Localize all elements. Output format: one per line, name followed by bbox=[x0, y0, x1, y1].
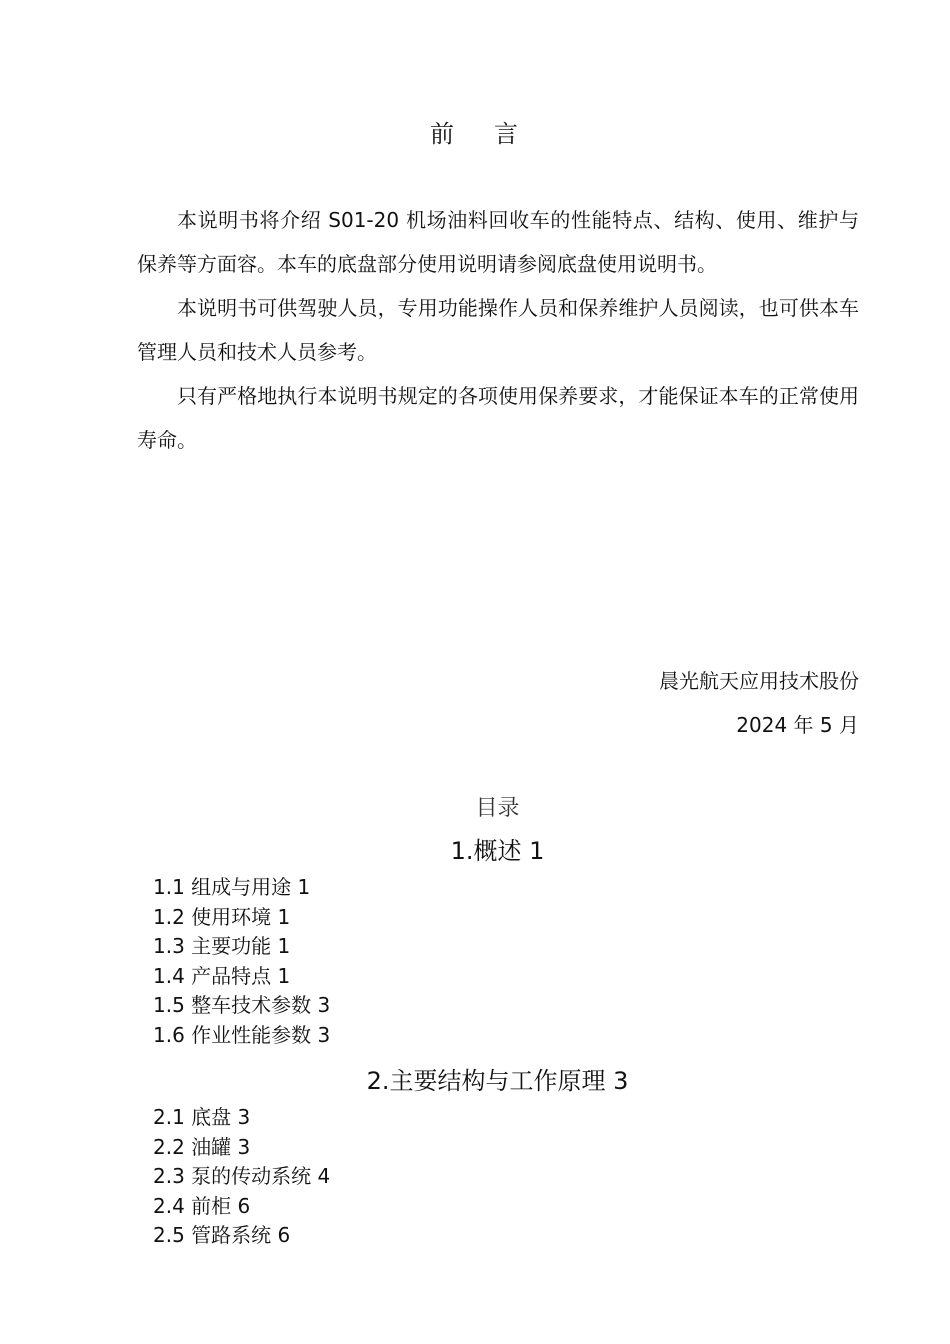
toc-title: 目录 bbox=[475, 796, 520, 821]
toc-item[interactable]: 2.4 前柜 6 bbox=[153, 1193, 251, 1218]
toc-item[interactable]: 1.6 作业性能参数 3 bbox=[153, 1022, 331, 1047]
preface-paragraph: 本说明书将介绍 S01-20 机场油料回收车的性能特点、结构、使用、维护与保养等方面容。本车的底盘部分使用说明请参阅底盘使用说明书。 bbox=[137, 208, 859, 276]
document-date: 2024 年 5 月 bbox=[736, 713, 859, 737]
toc-item[interactable]: 1.4 产品特点 1 bbox=[153, 963, 291, 988]
title-char-1: 前 bbox=[430, 120, 456, 148]
toc-item[interactable]: 2.5 管路系统 6 bbox=[153, 1223, 291, 1248]
toc-item[interactable]: 1.2 使用环境 1 bbox=[153, 904, 291, 929]
toc-item[interactable]: 1.3 主要功能 1 bbox=[153, 934, 291, 959]
toc-item[interactable]: 2.2 油罐 3 bbox=[153, 1134, 251, 1159]
page-title bbox=[0, 114, 950, 149]
preface-paragraph: 只有严格地执行本说明书规定的各项使用保养要求，才能保证本车的正常使用寿命。 bbox=[137, 384, 859, 452]
preface-paragraph: 本说明书可供驾驶人员，专用功能操作人员和保养维护人员阅读，也可供本车管理人员和技术人员参考。 bbox=[137, 296, 859, 364]
company-name: 晨光航天应用技术股份 bbox=[659, 669, 859, 693]
preface-body bbox=[137, 198, 859, 462]
title-char-2: 言 bbox=[494, 120, 520, 148]
toc-list bbox=[153, 873, 330, 1051]
toc-list bbox=[153, 1103, 330, 1251]
toc-item[interactable]: 2.1 底盘 3 bbox=[153, 1105, 251, 1129]
toc-item[interactable]: 1.5 整车技术参数 3 bbox=[153, 993, 331, 1018]
toc-section-heading[interactable]: 1.概述 1 bbox=[450, 837, 545, 865]
toc-section-heading[interactable]: 2.主要结构与工作原理 3 bbox=[366, 1067, 629, 1095]
toc-item[interactable]: 2.3 泵的传动系统 4 bbox=[153, 1164, 331, 1189]
toc-item[interactable]: 1.1 组成与用途 1 bbox=[153, 875, 311, 899]
